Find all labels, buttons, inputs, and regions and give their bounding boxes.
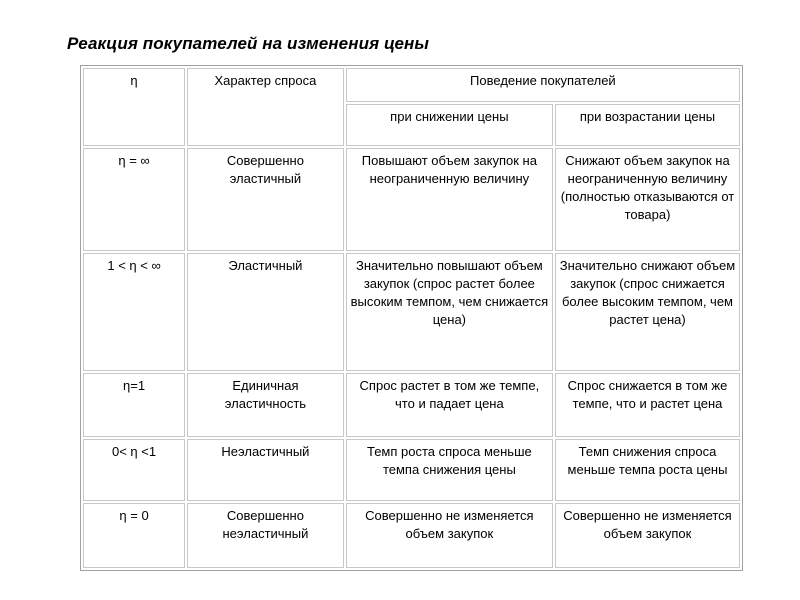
- header-price-decrease: при снижении цены: [346, 104, 553, 146]
- cell-increase: Значительно снижают объем закупок (спрос снижается более высоким темпом, чем растет цена): [555, 253, 740, 371]
- table-row: [83, 439, 740, 501]
- cell-decrease: Спрос растет в том же темпе, что и падает цена: [346, 373, 553, 437]
- table-row: [83, 148, 740, 251]
- cell-eta: η=1: [83, 373, 185, 437]
- cell-increase: Совершенно не изменяется объем закупок: [555, 503, 740, 568]
- header-demand-type: Характер спроса: [187, 68, 344, 146]
- cell-decrease: Повышают объем закупок на неограниченную величину: [346, 148, 553, 251]
- cell-demand: Неэластичный: [187, 439, 344, 501]
- cell-eta: 1 < η < ∞: [83, 253, 185, 371]
- cell-demand: Совершенно эластичный: [187, 148, 344, 251]
- header-price-increase: при возрастании цены: [555, 104, 740, 146]
- table-row: [83, 503, 740, 568]
- cell-increase: Спрос снижается в том же темпе, что и растет цена: [555, 373, 740, 437]
- cell-decrease: Темп роста спроса меньше темпа снижения цены: [346, 439, 553, 501]
- price-reaction-table: [80, 65, 743, 571]
- cell-eta: η = 0: [83, 503, 185, 568]
- cell-demand: Совершенно неэластичный: [187, 503, 344, 568]
- header-eta: η: [83, 68, 185, 146]
- header-buyer-behavior: Поведение покупателей: [346, 68, 740, 102]
- cell-decrease: Совершенно не изменяется объем закупок: [346, 503, 553, 568]
- cell-eta: 0< η <1: [83, 439, 185, 501]
- header-row: [83, 68, 740, 102]
- table-row: [83, 373, 740, 437]
- cell-decrease: Значительно повышают объем закупок (спрос растет более высоким темпом, чем снижается цена): [346, 253, 553, 371]
- page-title: Реакция покупателей на изменения цены: [67, 34, 429, 53]
- cell-increase: Темп снижения спроса меньше темпа роста цены: [555, 439, 740, 501]
- cell-eta: η = ∞: [83, 148, 185, 251]
- cell-increase: Снижают объем закупок на неограниченную величину (полностью отказываются от товара): [555, 148, 740, 251]
- table-row: [83, 253, 740, 371]
- cell-demand: Единичная эластичность: [187, 373, 344, 437]
- cell-demand: Эластичный: [187, 253, 344, 371]
